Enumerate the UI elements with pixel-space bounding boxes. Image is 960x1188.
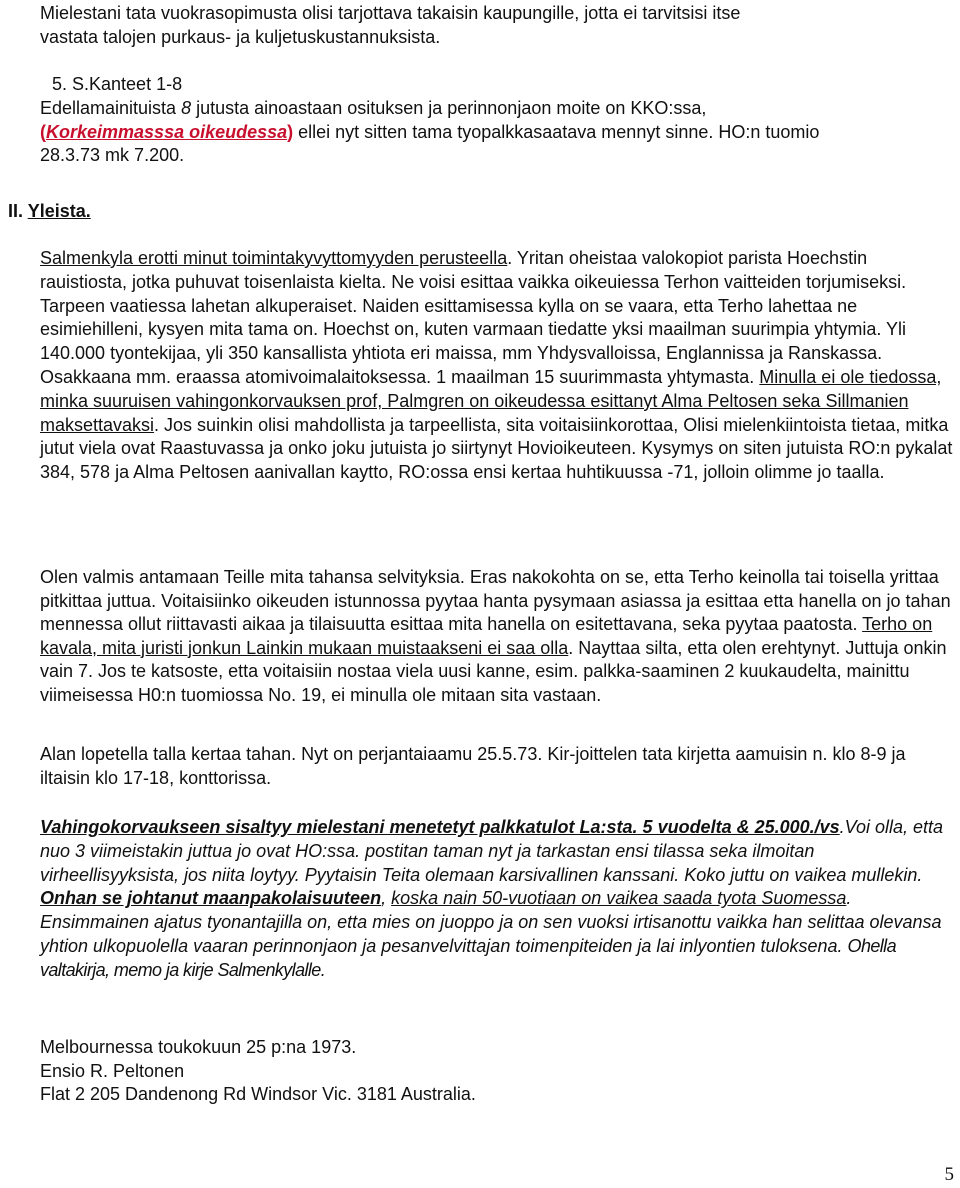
intro-paragraph bbox=[40, 2, 955, 49]
section-2-paragraph-3 bbox=[40, 743, 955, 790]
section-2-paragraph-1 bbox=[40, 247, 955, 485]
text: . Yritan oheistaa valokopiot parista Hoechstin rauistiosta, jotka puhuvat toisenlaista kielta. Ne voisi esittaa vaikka oikeuiessa Terhon vaitteiden torjumiseksi. Tarpeen vaatiessa lahetan alkuperaiset. Naiden esittamisessa kylla on se vaara, etta Terho lahettaa ne esimiehilleni, kysyen mita tama on. Hoechst on, kuten varmaan tiedatte yksi maailman suurimpia yhtymia. Yli 140.000 tyontekijaa, yli 350 kansallista yhtiota eri maissa, mm Yhdysvalloissa, Englannissa ja Ranskassa. Osakkaana mm. eraassa atomivoimalaitoksessa. 1 maailman 15 suurimmasta yhtymasta. bbox=[40, 248, 907, 387]
author-name: Ensio R. Peltonen bbox=[40, 1060, 185, 1081]
italic-paragraph bbox=[40, 816, 955, 983]
section-2-number: II. bbox=[8, 201, 28, 221]
text: . Ensimmainen ajatus tyonantajilla on, etta mies on juoppo ja on sen vuoksi irtisanottu vaikka han selittaa olevansa yhtion ulkopuolella vaaran perinnonjaon ja pesanvelvittajan toimenpiteiden ja lai inlyontien tuloksena. bbox=[40, 888, 942, 956]
text: 28.3.73 mk 7.200. bbox=[40, 145, 185, 165]
section-5-body bbox=[40, 97, 955, 168]
page-number: 5 bbox=[944, 1164, 954, 1185]
text: jutusta ainoastaan osituksen ja perinnonjaon moite on KKO:ssa, bbox=[191, 98, 707, 118]
intro-line-2: vastata talojen purkaus- ja kuljetuskustannuksista. bbox=[40, 26, 441, 47]
text: . Nayttaa silta, etta olen erehtynyt. Juttuja onkin vain 7. Jos te katsoste, etta voitaisiin nostaa viela uusi kanne, esim. palkka-saaminen 2 kuukaudelta, mainittu viimeisessa H0:n tuomiossa No. 19, ei minulla ole mitaan sita vastaan. bbox=[40, 637, 947, 705]
text: . Jos suinkin olisi mahdollista ja tarpeellista, sita voitaisiinkorottaa, Olisi mielenkiintoista tietaa, mitka jutut viela ovat Raastuvassa ja onko joku jutuista jo siirtynyt Hovioikeuteen. Kysymys on siten jutuista RO:n pykalat 384, 578 ja Alma Peltosen aanivallan kaytto, RO:ossa ensi kertaa huhtikuussa -71, jolloin olimme jo taalla. bbox=[40, 414, 953, 483]
text: .Voi olla, etta nuo 3 viimeistakin juttua jo ovat HO:ssa. postitan taman nyt ja tarkastan ensi tilassa seka ilmoitan virheellisyyksista, jos niita loytyy. Pyytaisin Teita olemaan karsivallinen kanssani. Koko juttu on vaikea mullekin. bbox=[40, 817, 944, 885]
underlined-text: Terho on kavala, mita juristi jonkun Lainkin mukaan muistaakseni ei saa olla bbox=[40, 614, 933, 658]
red-paren-open: ( bbox=[40, 121, 46, 142]
attachments-note: Ohella valtakirja, memo ja kirje Salmenkylalle. bbox=[40, 935, 896, 980]
section-5-title: 5. S.Kanteet 1-8 bbox=[52, 74, 183, 94]
underlined-text: Minulla ei ole tiedossa, minka suuruisen vahingonkorvauksen prof, Palmgren on oikeudessa esittanyt Alma Peltosen seka Sillmanien maksettavaksi bbox=[40, 366, 942, 435]
text: Olen valmis antamaan Teille mita tahansa selvityksia. Eras nakokohta on se, etta Terho keinolla tai toisella yrittaa pitkittaa juttua. Voitaisiinko oikeuden istunnossa pyytaa hanta pysymaan asiassa ja esittaa etta hanella on jo tahan mennessa ollut riittavasti aikaa ja tilaisuutta esittaa mita hanella on esitettavana, seka pyytaa paatosta. bbox=[40, 567, 951, 634]
bold-underlined-text: Onhan se johtanut maanpakolaisuuteen bbox=[40, 888, 382, 909]
section-2-title: Yleista. bbox=[27, 201, 91, 221]
underlined-text: koska nain 50-vuotiaan on vaikea saada tyota Suomessa bbox=[391, 888, 847, 909]
text: Edellamainituista bbox=[40, 98, 182, 118]
section-2-heading bbox=[8, 200, 923, 224]
signature-block bbox=[40, 1036, 955, 1107]
red-court-name: Korkeimmasssa oikeudessa bbox=[46, 121, 288, 142]
section-5-heading bbox=[52, 73, 955, 97]
text: ellei nyt sitten tama tyopalkkasaatava mennyt sinne. HO:n tuomio bbox=[293, 121, 820, 142]
section-2-paragraph-2 bbox=[40, 566, 955, 707]
text: , bbox=[381, 888, 392, 909]
author-address: Flat 2 205 Dandenong Rd Windsor Vic. 3181 Australia. bbox=[40, 1084, 476, 1104]
intro-line-1: Mielestani tata vuokrasopimusta olisi tarjottava takaisin kaupungille, jotta ei tarvitsisi itse bbox=[40, 3, 741, 23]
underlined-text: Salmenkyla erotti minut toimintakyvyttomyyden perusteella bbox=[40, 248, 508, 268]
text: Alan lopetella talla kertaa tahan. Nyt on perjantaiaamu 25.5.73. Kir-joittelen tata kirjetta aamuisin n. klo 8-9 ja iltaisin klo 17-18, konttorissa. bbox=[40, 744, 906, 788]
number-eight: 8 bbox=[181, 98, 192, 118]
red-paren-close: ) bbox=[287, 121, 294, 142]
place-date: Melbournessa toukokuun 25 p:na 1973. bbox=[40, 1037, 357, 1057]
bold-underlined-text: Vahingokorvaukseen sisaltyy mielestani menetetyt palkkatulot La:sta. 5 vuodelta & 25.000./vs bbox=[40, 817, 840, 837]
